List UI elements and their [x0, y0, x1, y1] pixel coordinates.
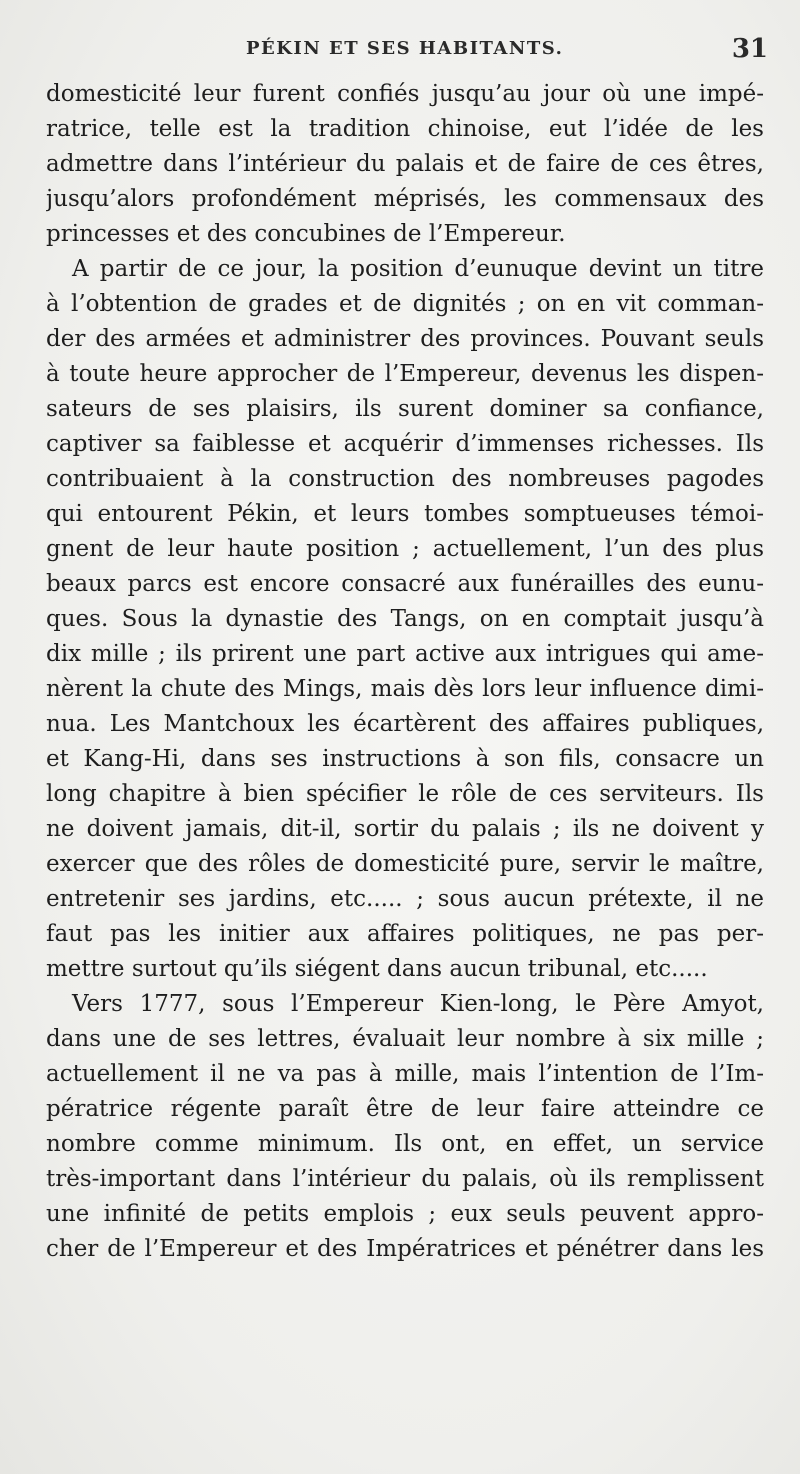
- text-line: et Kang-Hi, dans ses instructions à son fils, consacre un: [46, 746, 764, 772]
- text-line: nua. Les Mantchoux les écartèrent des affaires publiques,: [46, 711, 764, 737]
- text-line: mettre surtout qu’ils siégent dans aucun tribunal, etc.....: [46, 956, 708, 982]
- text-line: actuellement il ne va pas à mille, mais l’intention de l’Im-: [46, 1061, 764, 1087]
- paragraph-start-line: A partir de ce jour, la position d’eunuque devint un titre: [72, 256, 764, 282]
- text-line: faut pas les initier aux affaires politiques, ne pas per-: [46, 921, 764, 947]
- text-line: entretenir ses jardins, etc..... ; sous aucun prétexte, il ne: [46, 886, 764, 912]
- text-line: beaux parcs est encore consacré aux funérailles des eunu-: [46, 571, 764, 597]
- text-line: nèrent la chute des Mings, mais dès lors leur influence dimi-: [46, 676, 764, 702]
- text-line: domesticité leur furent confiés jusqu’au jour où une impé-: [46, 81, 764, 107]
- text-line: ne doivent jamais, dit-il, sortir du palais ; ils ne doivent y: [46, 816, 764, 842]
- running-head: [46, 34, 768, 70]
- text-line: ques. Sous la dynastie des Tangs, on en comptait jusqu’à: [46, 606, 764, 632]
- text-line: qui entourent Pékin, et leurs tombes somptueuses témoi-: [46, 501, 764, 527]
- text-line: dix mille ; ils prirent une part active aux intrigues qui ame-: [46, 641, 764, 667]
- text-line: contribuaient à la construction des nombreuses pagodes: [46, 466, 764, 492]
- text-line: jusqu’alors profondément méprisés, les commensaux des: [46, 186, 764, 212]
- text-line: der des armées et administrer des provinces. Pouvant seuls: [46, 326, 764, 352]
- text-line: très-important dans l’intérieur du palais, où ils remplissent: [46, 1166, 764, 1192]
- running-title: PÉKIN ET SES HABITANTS.: [246, 38, 564, 59]
- text-line: ratrice, telle est la tradition chinoise, eut l’idée de les: [46, 116, 764, 142]
- text-line: captiver sa faiblesse et acquérir d’immenses richesses. Ils: [46, 431, 764, 457]
- paragraph-start-line: Vers 1777, sous l’Empereur Kien-long, le Père Amyot,: [72, 991, 764, 1017]
- text-line: cher de l’Empereur et des Impératrices et pénétrer dans les: [46, 1236, 764, 1262]
- text-line: une infinité de petits emplois ; eux seuls peuvent appro-: [46, 1201, 764, 1227]
- text-line: à l’obtention de grades et de dignités ; on en vit comman-: [46, 291, 764, 317]
- text-line: à toute heure approcher de l’Empereur, devenus les dispen-: [46, 361, 764, 387]
- text-line: admettre dans l’intérieur du palais et de faire de ces êtres,: [46, 151, 764, 177]
- text-line: princesses et des concubines de l’Empereur.: [46, 221, 566, 247]
- page-number: 31: [731, 34, 768, 64]
- text-line: long chapitre à bien spécifier le rôle de ces serviteurs. Ils: [46, 781, 764, 807]
- text-line: sateurs de ses plaisirs, ils surent dominer sa confiance,: [46, 396, 764, 422]
- text-line: pératrice régente paraît être de leur faire atteindre ce: [46, 1096, 764, 1122]
- text-line: dans une de ses lettres, évaluait leur nombre à six mille ;: [46, 1026, 764, 1052]
- text-line: gnent de leur haute position ; actuellement, l’un des plus: [46, 536, 764, 562]
- text-line: exercer que des rôles de domesticité pure, servir le maître,: [46, 851, 764, 877]
- body-text: [46, 77, 764, 1267]
- text-line: nombre comme minimum. Ils ont, en effet, un service: [46, 1131, 764, 1157]
